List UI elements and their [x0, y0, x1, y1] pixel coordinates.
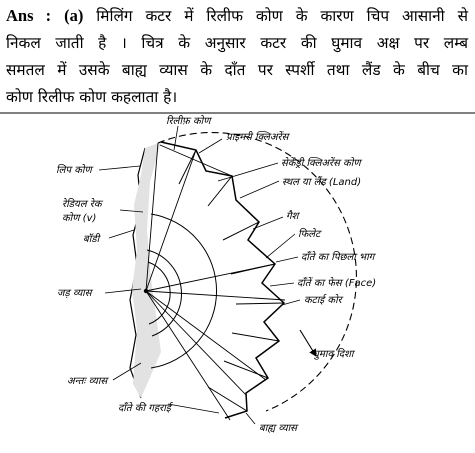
- answer-line-4: कोण रिलीफ कोण कहलाता है।: [6, 88, 178, 106]
- label-radial-rake-2: कोण (v): [62, 213, 97, 224]
- answer-part: (a): [64, 6, 84, 25]
- label-root-dia: जड़ व्यास: [57, 288, 92, 299]
- label-tooth-back: दाँते का पिछला भाग: [301, 252, 375, 263]
- answer-line-2: निकल जाती है । चित्र के अनुसार कटर की घुमाव अक्ष पर लम्ब: [6, 34, 468, 52]
- label-tooth-face: दाँतें का फेस (Face): [297, 278, 377, 289]
- label-secondary-clearance: सेकेंड्री क्लिअरेंस कोण: [281, 158, 361, 169]
- radial-lines: [146, 143, 285, 420]
- label-fillet: फिलेट: [298, 229, 321, 240]
- root-diameter-arc: [151, 214, 217, 368]
- answer-line-3: समतल में उसके बाह्य व्यास के दाँत पर स्पर्शी तथा लैंड के बीच का: [6, 61, 468, 79]
- leader-lines: [99, 126, 300, 424]
- label-body: बॉडी: [83, 234, 100, 245]
- label-radial-rake: रेडियल रेक: [62, 199, 102, 210]
- label-lip-angle: लिप कोण: [56, 165, 92, 176]
- body-hatch: [132, 142, 161, 398]
- label-gash: गैश: [286, 211, 299, 222]
- label-rotation: घुमाव दिशा: [313, 349, 354, 360]
- answer-prefix: Ans :: [6, 6, 52, 25]
- answer-line-1-text: मिलिंग कटर में रिलीफ कोण के कारण चिप आसानी से: [96, 7, 468, 25]
- label-inner-dia: अन्तः व्यास: [67, 376, 108, 387]
- label-land: स्थल या लैंड (Land): [282, 177, 362, 188]
- label-cutting-edge: कटाई कोर: [304, 295, 342, 306]
- label-primary-clearance: प्राइमरी क्लिअरेंस: [226, 132, 289, 143]
- cutter-center: [144, 289, 148, 293]
- label-outer-dia: बाह्य व्यास: [259, 423, 297, 434]
- label-tooth-depth: दाँते की गहराई: [118, 403, 171, 414]
- label-relief-angle: रिलीफ़ कोण: [166, 116, 211, 127]
